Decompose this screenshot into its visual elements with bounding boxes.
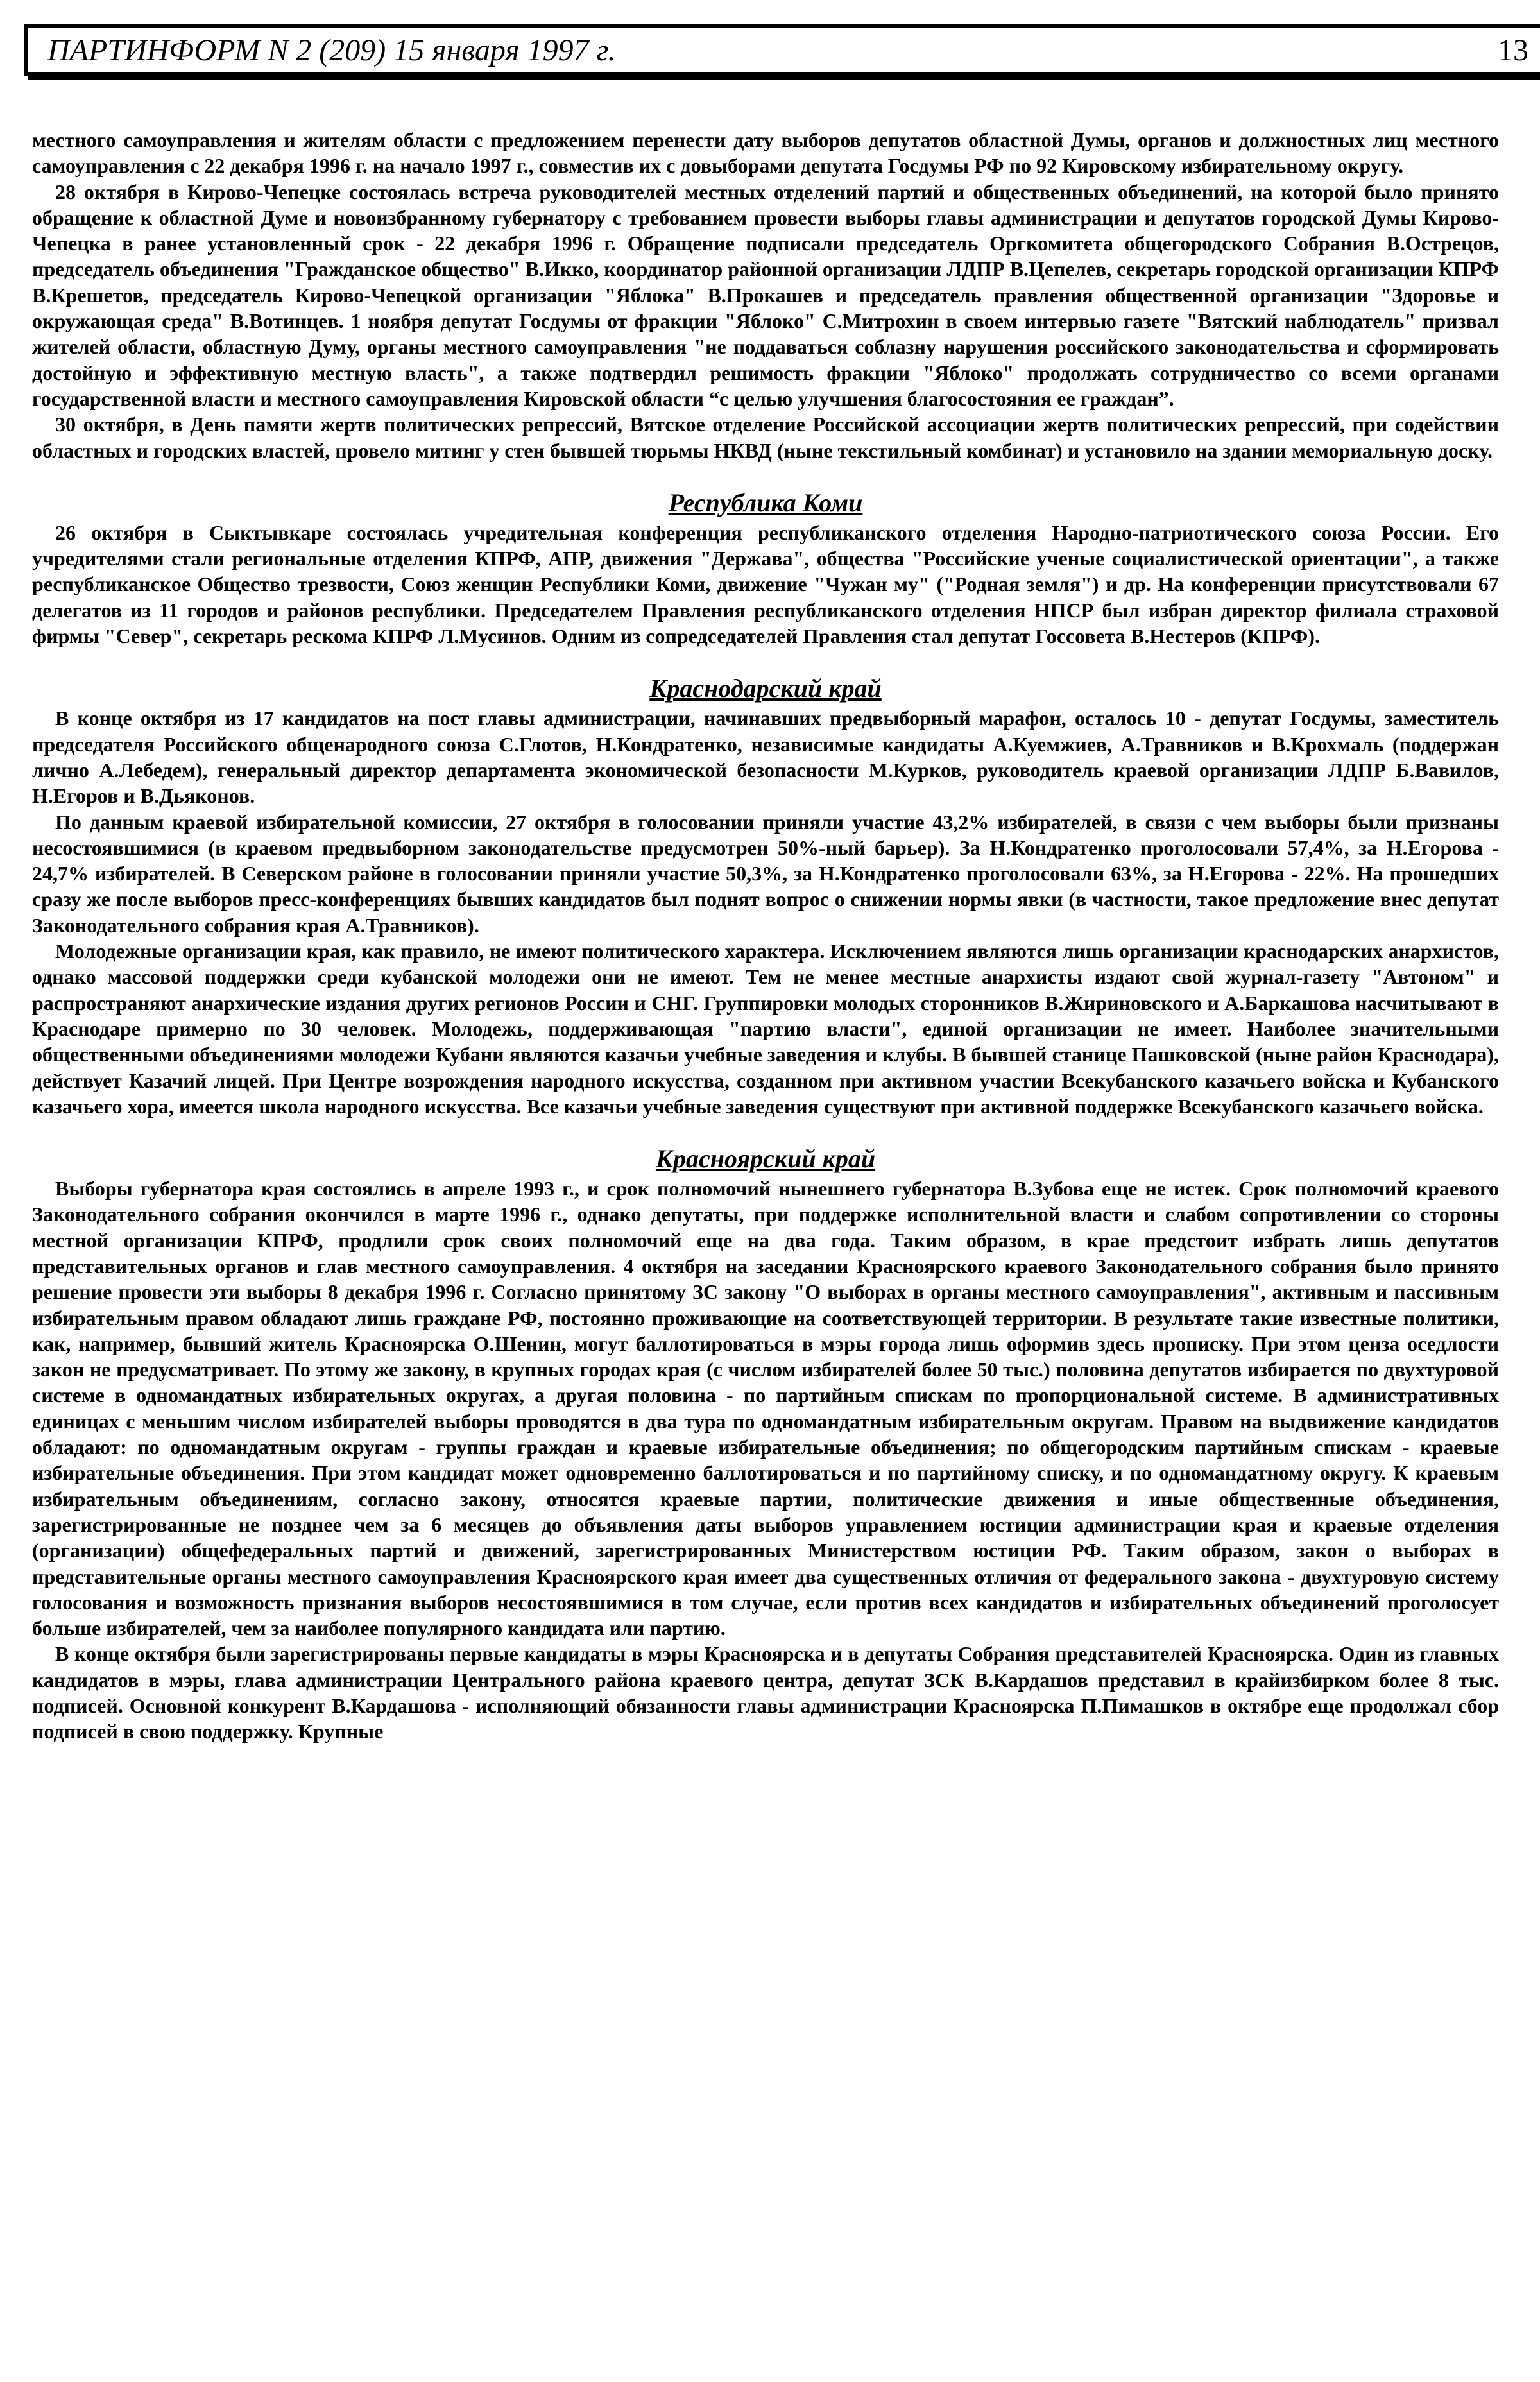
paragraph: 28 октября в Кирово-Чепецке состоялась встреча руководителей местных отделений партий и общественных объединений, на которой было принято обращение к областной Думе и новоизбранному губернатору с требованием провести выборы главы администрации и депутатов городской Думы Кирово-Чепецка в ранее установленный срок - 22 декабря 1996 г. Обращение подписали председатель Оргкомитета общегородского Собрания В.Острецов, председатель объединения "Гражданское общество" В.Икко, координатор районной организации ЛДПР В.Цепелев, секретарь городской организации КПРФ В.Крешетов, председатель Кирово-Чепецкой организации "Яблока" В.Прокашев и председатель правления общественной организации "Здоровье и окружающая среда" В.Вотинцев. 1 ноября депутат Госдумы от фракции "Яблоко" С.Митрохин в своем интервью газете "Вятский наблюдатель" призвал жителей области, областную Думу, органы местного самоуправления "не поддаваться соблазну нарушения российского законодательства и сформировать достойную и эффективную местную власть", а также подтвердил решимость фракции "Яблоко" продолжать сотрудничество со всеми органами государственной власти и местного самоуправления Кировской области “с целью улучшения благосостояния ее граждан”.	[32, 180, 1499, 410]
publication-title: ПАРТИНФОРМ N 2 (209) 15 января 1997 г.	[47, 33, 616, 67]
section-title-krasnoyarsk: Красноярский край	[655, 1144, 876, 1174]
paragraph: Молодежные организации края, как правило, не имеют политического характера. Исключением являются лишь организации краснодарских анархистов, однако массовой поддержки среди кубанской молодежи они не имеют. Тем не менее местные анархисты издают свой журнал-газету "Автоном" и распространяют анархические издания других регионов России и СНГ. Группировки молодых сторонников В.Жириновского и А.Баркашова насчитывают в Краснодаре примерно по 30 человек. Молодежь, поддерживающая "партию власти", единой организации не имеет. Наиболее значительными общественными объединениями молодежи Кубани являются казачьи учебные заведения и клубы. В бывшей станице Пашковской (ныне район Краснодара), действует Казачий лицей. При Центре возрождения народного искусства, созданном при активном участии Всекубанского казачьего войска и Кубанского казачьего хора, имеется школа народного искусства. Все казачьи учебные заведения существуют при активной поддержке Всекубанского казачьего войска.	[32, 939, 1499, 1118]
paragraph: местного самоуправления и жителям области с предложением перенести дату выборов депутатов областной Думы, органов и должностных лиц местного самоуправления с 22 декабря 1996 г. на начало 1997 г., совместив их с довыборами депутата Госдумы РФ по 92 Кировскому избирательному округу.	[32, 128, 1499, 178]
section-title-krasnodar: Краснодарский край	[649, 674, 882, 703]
paragraph: 26 октября в Сыктывкаре состоялась учредительная конференция республиканского отделения Народно-патриотического союза России. Его учредителями стали региональные отделения КПРФ, АПР, движения "Держава", общества "Российские ученые социалистической ориентации", а также республиканское Общество трезвости, Союз женщин Республики Коми, движение "Чужан му" ("Родная земля") и др. На конференции присутствовали 67 делегатов из 11 городов и районов республики. Председателем Правления республиканского отделения НПСР был избран директор филиала страховой фирмы "Север", секретарь рескома КПРФ Л.Мусинов. Одним из сопредседателей Правления стал депутат Госсовета В.Нестеров (КПРФ).	[32, 520, 1499, 648]
paragraph: По данным краевой избирательной комиссии, 27 октября в голосовании приняли участие 43,2% избирателей, в связи с чем выборы были признаны несостоявшимися (в краевом предвыборном законодательстве предусмотрен 50%-ный барьер). За Н.Кондратенко проголосовали 57,4%, за Н.Егорова - 24,7% избирателей. В Северском районе в голосовании приняли участие 50,3%, за Н.Кондратенко проголосовали 63%, за Н.Егорова - 22%. На прошедших сразу же после выборов пресс-конференциях бывших кандидатов был поднят вопрос о снижении нормы явки (в частности, такое предложение внес депутат Законодательного собрания края А.Травников).	[32, 810, 1499, 937]
section-title-komi: Республика Коми	[668, 488, 863, 517]
article-body	[32, 127, 1499, 1745]
paragraph: 30 октября, в День памяти жертв политических репрессий, Вятское отделение Российской ассоциации жертв политических репрессий, при содействии областных и городских властей, провело митинг у стен бывшей тюрьмы НКВД (ныне текстильный комбинат) и установило на здании мемориальную доску.	[32, 413, 1499, 462]
paragraph: В конце октября были зарегистрированы первые кандидаты в мэры Красноярска и в депутаты Собрания представителей Красноярска. Один из главных кандидатов в мэры, глава администрации Центрального района краевого центра, депутат ЗСК В.Кардашов представил в крайизбирком более 8 тыс. подписей. Основной конкурент В.Кардашова - исполняющий обязанности главы администрации Красноярска П.Пимашков в октябре еще продолжал сбор подписей в свою поддержку. Крупные	[32, 1642, 1499, 1744]
page-number: 13	[1498, 33, 1528, 67]
page-header	[24, 24, 1540, 76]
paragraph: Выборы губернатора края состоялись в апреле 1993 г., и срок полномочий нынешнего губернатора В.Зубова еще не истек. Срок полномочий краевого Законодательного собрания окончился в марте 1996 г., однако депутаты, при поддержке исполнительной власти и слабом сопротивлении со стороны местной организации КПРФ, продлили срок своих полномочий еще на два года. Таким образом, в крае предстоит избрать лишь депутатов представительных органов и глав местного самоуправления. 4 октября на заседании Красноярского краевого Законодательного собрания было принято решение провести эти выборы 8 декабря 1996 г. Согласно принятому ЗС закону "О выборах в органы местного самоуправления", активным и пассивным избирательным правом обладают лишь граждане РФ, постоянно проживающие на соответствующей территории. В результате такие известные политики, как, например, бывший житель Красноярска О.Шенин, могут баллотироваться в мэры города лишь оформив здесь прописку. При этом ценза оседлости закон не предусматривает. По этому же закону, в крупных городах края (с числом избирателей более 50 тыс.) половина депутатов избирается по двухтуровой системе в одномандатных избирательных округах, а другая половина - по партийным спискам по пропорциональной системе. В административных единицах с меньшим числом избирателей выборы проводятся в два тура по одномандатным избирательным округам. Правом на выдвижение кандидатов обладают: по одномандатным округам - группы граждан и краевые избирательные объединения; по общегородским партийным спискам - краевые избирательные объединения. При этом кандидат может одновременно баллотироваться и по партийному списку, и по одномандатному округу. К краевым избирательным объединениям, согласно закону, относятся краевые партии, политические движения и иные общественные объединения, зарегистрированные не позднее чем за 6 месяцев до объявления даты выборов управлением юстиции администрации края и краевые отделения (организации) общефедеральных партий и движений, зарегистрированных Министерством юстиции РФ. Таким образом, закон о выборах в представительные органы местного самоуправления Красноярского края имеет два существенных отличия от федерального закона - двухтуровую систему голосования и возможность признания выборов несостоявшимися в том случае, если против всех кандидатов и избирательных объединений проголосует больше избирателей, чем за наиболее популярного кандидата или партию.	[32, 1177, 1499, 1640]
paragraph: В конце октября из 17 кандидатов на пост главы администрации, начинавших предвыборный марафон, осталось 10 - депутат Госдумы, заместитель председателя Российского общенародного союза С.Глотов, Н.Кондратенко, независимые кандидаты А.Куемжиев, А.Травников и В.Крохмаль (поддержан лично А.Лебедем), генеральный директор департамента экономической безопасности М.Курков, руководитель краевой организации ЛДПР Б.Вавилов, Н.Егоров и В.Дьяконов.	[32, 707, 1499, 808]
